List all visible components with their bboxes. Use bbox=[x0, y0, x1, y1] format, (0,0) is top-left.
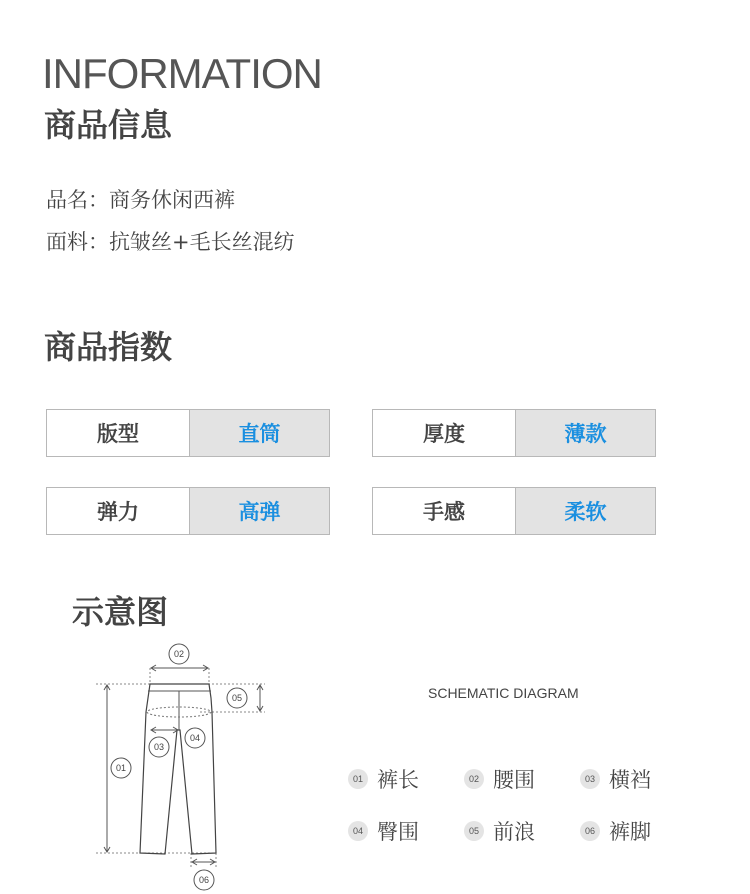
legend-number: 04 bbox=[348, 821, 368, 841]
legend-item bbox=[580, 816, 651, 846]
marker-01: 01 bbox=[115, 763, 127, 773]
legend-item bbox=[580, 764, 651, 794]
schematic-subtitle: SCHEMATIC DIAGRAM bbox=[428, 685, 579, 701]
legend-label: 前浪 bbox=[493, 820, 535, 844]
product-name-value: 商务休闲西裤 bbox=[109, 188, 235, 212]
product-index-title: 商品指数 bbox=[44, 328, 173, 366]
legend-label: 横裆 bbox=[609, 768, 651, 792]
attribute-feel bbox=[372, 487, 656, 535]
legend-label: 裤长 bbox=[377, 768, 419, 792]
legend-item bbox=[464, 764, 535, 794]
legend-item bbox=[348, 764, 419, 794]
product-name-row bbox=[46, 184, 235, 214]
marker-02: 02 bbox=[173, 649, 185, 659]
fabric-value: 抗皱丝+毛长丝混纺 bbox=[109, 230, 295, 254]
fabric-label: 面料： bbox=[46, 230, 109, 254]
attribute-thickness bbox=[372, 409, 656, 457]
attribute-value: 薄款 bbox=[516, 410, 655, 456]
legend-item bbox=[348, 816, 419, 846]
product-name-label: 品名： bbox=[46, 188, 109, 212]
legend-number: 03 bbox=[580, 769, 600, 789]
pants-diagram bbox=[90, 640, 290, 892]
legend-label: 臀围 bbox=[377, 820, 419, 844]
attribute-value: 高弹 bbox=[190, 488, 329, 534]
legend-number: 05 bbox=[464, 821, 484, 841]
attribute-elasticity bbox=[46, 487, 330, 535]
marker-05: 05 bbox=[231, 693, 243, 703]
legend-number: 02 bbox=[464, 769, 484, 789]
attribute-key: 弹力 bbox=[47, 488, 190, 534]
legend-label: 腰围 bbox=[493, 768, 535, 792]
attribute-key: 手感 bbox=[373, 488, 516, 534]
attribute-key: 厚度 bbox=[373, 410, 516, 456]
marker-06: 06 bbox=[198, 875, 210, 885]
marker-03: 03 bbox=[153, 742, 165, 752]
legend-item bbox=[464, 816, 535, 846]
section-title-en: INFORMATION bbox=[42, 50, 322, 97]
legend-number: 01 bbox=[348, 769, 368, 789]
attribute-fit bbox=[46, 409, 330, 457]
legend-number: 06 bbox=[580, 821, 600, 841]
marker-04: 04 bbox=[189, 733, 201, 743]
legend-label: 裤脚 bbox=[609, 820, 651, 844]
attribute-value: 直筒 bbox=[190, 410, 329, 456]
section-title: 商品信息 bbox=[44, 106, 173, 144]
fabric-row bbox=[46, 226, 295, 256]
schematic-title: 示意图 bbox=[72, 593, 169, 631]
attribute-value: 柔软 bbox=[516, 488, 655, 534]
attribute-key: 版型 bbox=[47, 410, 190, 456]
